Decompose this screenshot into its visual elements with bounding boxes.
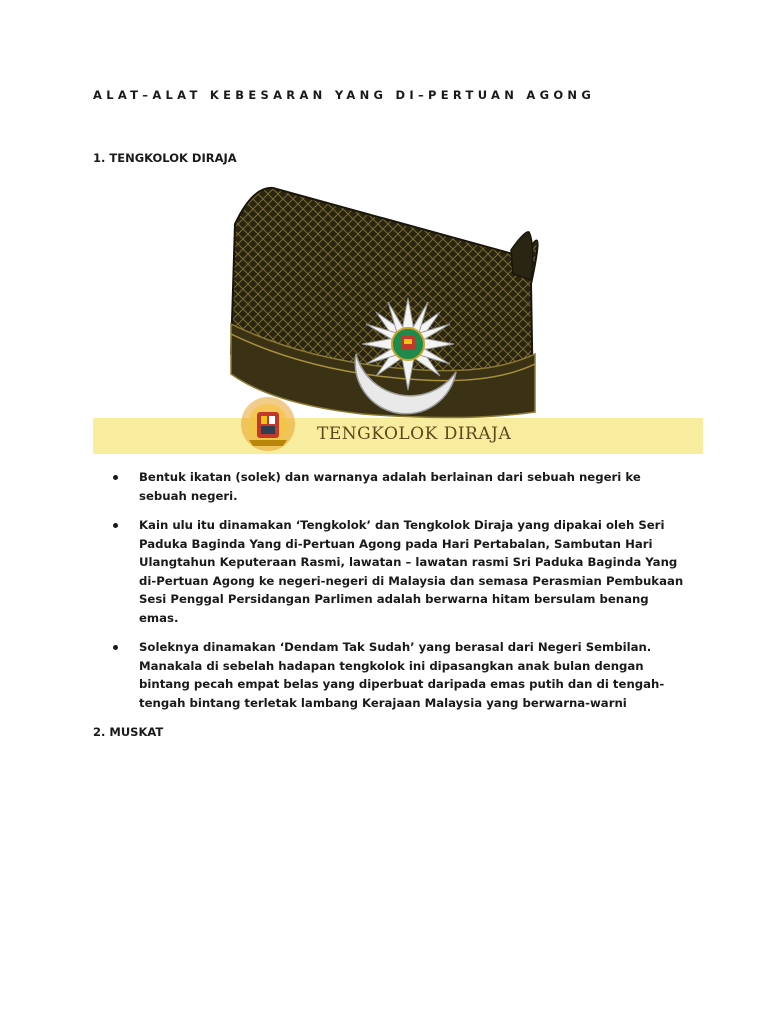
list-item-text: Soleknya dinamakan ‘Dendam Tak Sudah’ yang berasal dari Negeri Sembilan. Manakala di sebelah hadapan tengkolok ini dipasangkan anak bulan dengan bintang pecah empat belas yang diperbuat daripada emas putih dan di tengah-tengah bintang terletak lambang Kerajaan Malaysia yang berwarna-warni — [139, 640, 665, 710]
bullet-icon — [113, 475, 118, 480]
section-heading-tengkolok: 1. TENGKOLOK DIRAJA — [93, 151, 237, 165]
list-item — [108, 638, 688, 712]
list-item — [108, 468, 688, 505]
tengkolok-headdress-image — [213, 184, 553, 424]
list-item — [108, 516, 688, 627]
tengkolok-bullet-list — [108, 468, 688, 723]
banner-caption: TENGKOLOK DIRAJA — [317, 424, 512, 444]
document-title: ALAT–ALAT KEBESARAN YANG DI–PERTUAN AGONG — [93, 88, 596, 102]
bullet-icon — [113, 523, 118, 528]
section-heading-muskat: 2. MUSKAT — [93, 725, 164, 739]
tengkolok-figure — [93, 184, 703, 456]
bullet-icon — [113, 645, 118, 650]
list-item-text: Bentuk ikatan (solek) dan warnanya adalah berlainan dari sebuah negeri ke sebuah negeri. — [139, 470, 641, 503]
list-item-text: Kain ulu itu dinamakan ‘Tengkolok’ dan Tengkolok Diraja yang dipakai oleh Seri Paduka Baginda Yang di-Pertuan Agong pada Hari Pertabalan, Sambutan Hari Ulangtahun Keputeraan Rasmi, lawatan – lawatan rasmi Sri Paduka Baginda Yang di-Pertuan Agong ke negeri-negeri di Malaysia dan semasa Perasmian Pembukaan Sesi Penggal Persidangan Parlimen adalah berwarna hitam bersulam benang emas. — [139, 518, 684, 625]
